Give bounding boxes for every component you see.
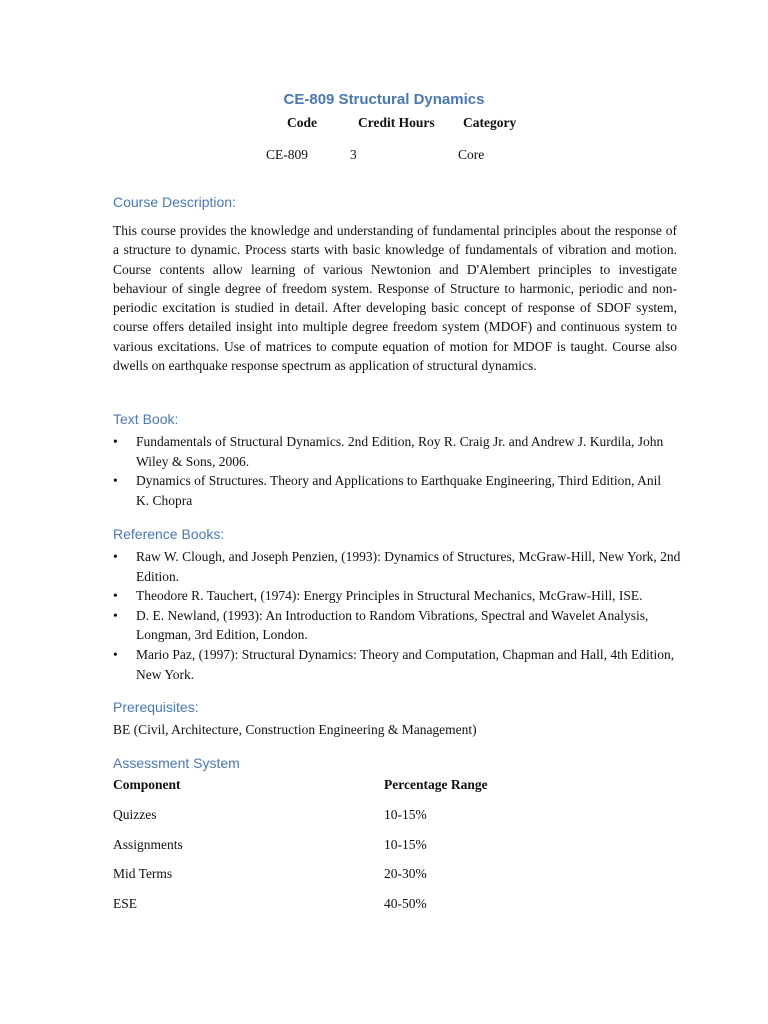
assessment-row-range: 20-30%: [384, 866, 427, 881]
course-description-heading: Course Description:: [113, 194, 236, 210]
assessment-row-range: 10-15%: [384, 807, 427, 822]
assessment-row-component: Quizzes: [113, 807, 157, 822]
reference-books-list: [113, 547, 713, 684]
list-item: • Theodore R. Tauchert, (1974): Energy Principles in Structural Mechanics, McGraw-Hill, ISE.: [113, 586, 713, 606]
assessment-heading: Assessment System: [113, 755, 240, 771]
assessment-row-component: ESE: [113, 896, 138, 911]
assessment-row-component: Assignments: [113, 837, 183, 852]
assessment-col-percentage: Percentage Range: [384, 777, 488, 792]
list-item: • D. E. Newland, (1993): An Introduction to Random Vibrations, Spectral and Wavelet Analysis, Longman, 3rd Edition, London.: [113, 606, 656, 645]
value-code: CE-809: [266, 147, 308, 162]
list-item: • Fundamentals of Structural Dynamics. 2nd Edition, Roy R. Craig Jr. and Andrew J. Kurdila, John Wiley & Sons, 2006.: [113, 432, 673, 471]
header-category: Category: [463, 115, 517, 130]
list-item: • Dynamics of Structures. Theory and Applications to Earthquake Engineering, Third Edition, Anil K. Chopra: [113, 471, 673, 510]
header-credit-hours: Credit Hours: [358, 115, 435, 130]
textbook-heading: Text Book:: [113, 411, 179, 427]
prerequisites-heading: Prerequisites:: [113, 699, 199, 715]
value-category: Core: [458, 147, 485, 162]
textbook-list: [113, 432, 673, 510]
page-title: CE-809 Structural Dynamics: [283, 91, 485, 108]
course-description-text: This course provides the knowledge and understanding of fundamental principles about the response of a structure to dynamic. Process starts with basic knowledge of fundamentals of vibration and motion. Course contents allow learning of various Newtonion and D'Alembert principles to investigate behaviour of single degree of freedom system. Response of Structure to harmonic, periodic and non-periodic excitation is studied in detail. After developing basic concept of response of SDOF system, course offers detailed insight into multiple degree freedom system (MDOF) and continuous system to various excitations. Use of matrices to compute equation of motion for MDOF is taught. Course also dwells on earthquake response spectrum as application of structural dynamics.: [113, 223, 677, 374]
assessment-row-component: Mid Terms: [113, 866, 173, 881]
assessment-col-component: Component: [113, 777, 181, 792]
assessment-row-range: 10-15%: [384, 837, 427, 852]
list-item: • Raw W. Clough, and Joseph Penzien, (1993): Dynamics of Structures, McGraw-Hill, New York, 2nd Edition.: [113, 547, 713, 586]
assessment-row-range: 40-50%: [384, 896, 427, 911]
reference-books-heading: Reference Books:: [113, 526, 225, 542]
header-code: Code: [287, 115, 317, 130]
prerequisites-text: BE (Civil, Architecture, Construction Engineering & Management): [113, 722, 477, 737]
value-credit-hours: 3: [350, 147, 357, 162]
list-item: • Mario Paz, (1997): Structural Dynamics: Theory and Computation, Chapman and Hall, 4th Edition, New York.: [113, 645, 691, 684]
